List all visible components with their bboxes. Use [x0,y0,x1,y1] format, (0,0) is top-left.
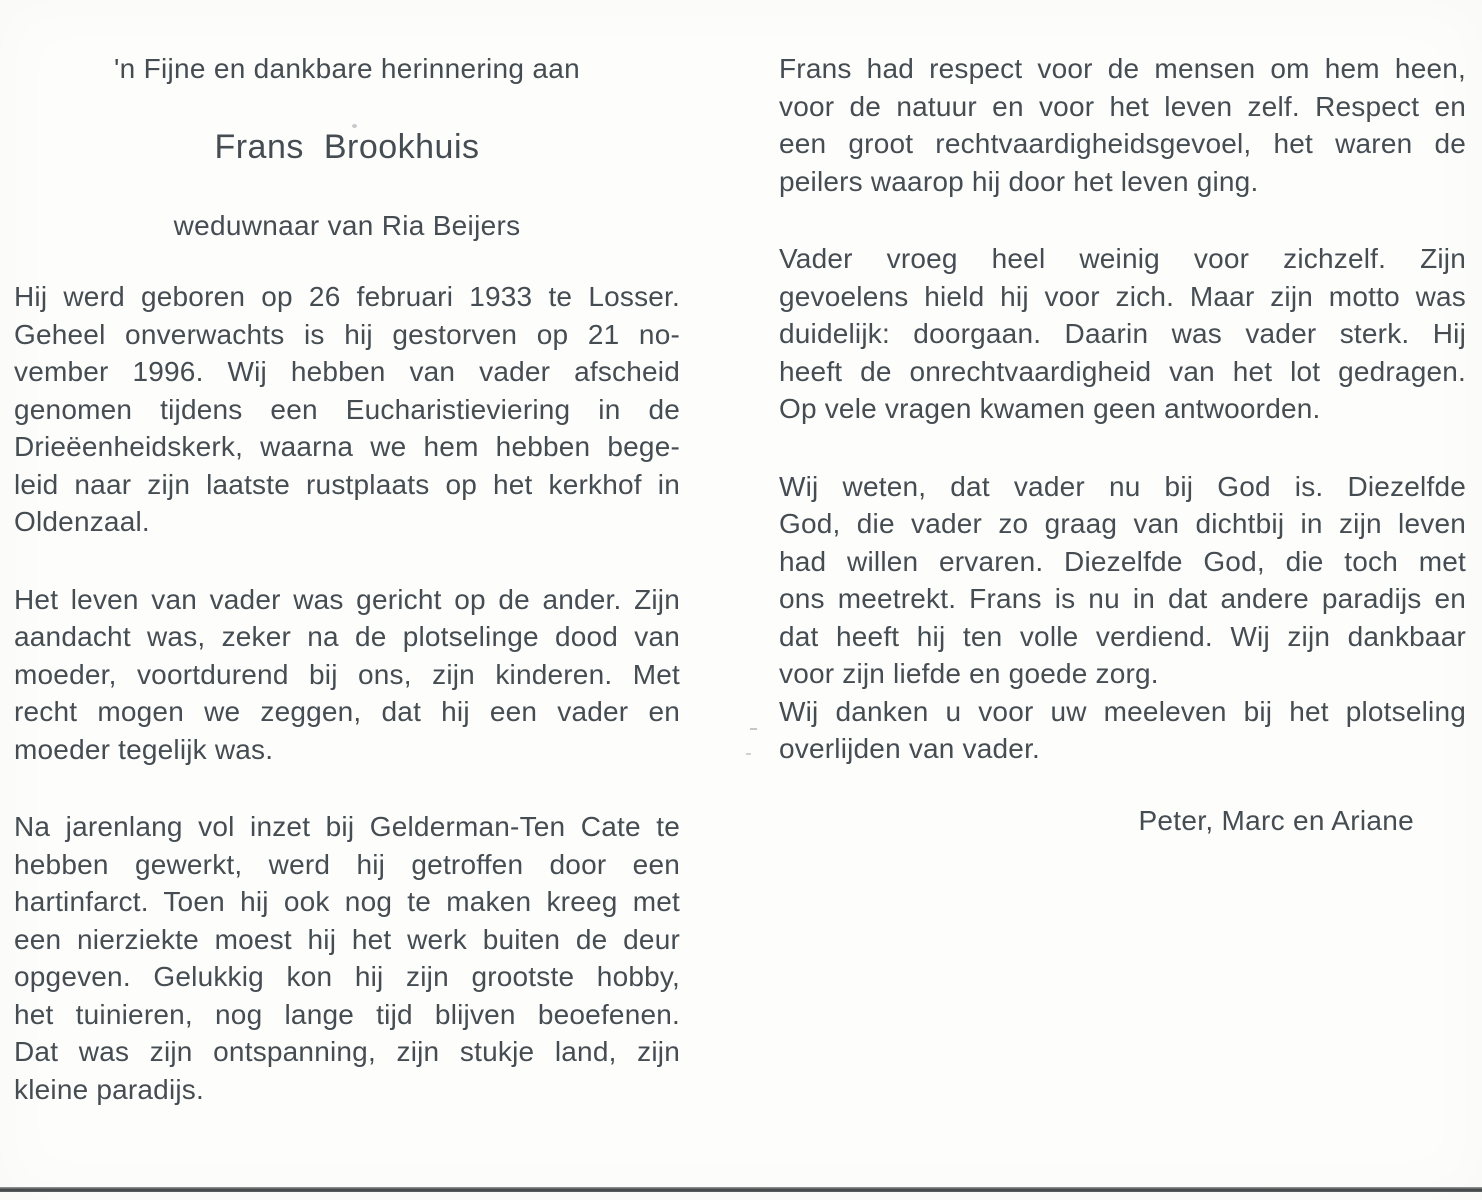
scan-edge-line [0,1187,1482,1192]
text-line: Vader vroeg heel weinig voor zichzelf. Zijn [779,243,1466,274]
text-line: voor zijn liefde en goede zorg. [779,658,1159,689]
text-line: had willen ervaren. Diezelfde God, die toch met [779,545,1466,577]
left-paragraphs [14,278,680,1108]
text-line: moeder tegelijk was. [14,733,274,765]
text-line: Drieëenheidskerk, waarna we hem hebben bege- [14,431,680,462]
scan-artifact [352,124,357,128]
text-line: moeder, voortdurend bij ons, zijn kinderen. Met [14,658,680,690]
text-line: Oldenzaal. [14,506,150,537]
paragraph [14,278,680,541]
relation-line: weduwnaar van Ria Beijers [173,210,521,241]
acknowledgement-paragraph [779,693,1466,768]
scan-artifact [750,728,757,730]
paragraph [14,581,680,769]
text-line: hartinfarct. Toen hij ook nog te maken kreeg met [14,886,680,917]
text-line: duidelijk: doorgaan. Daarin was vader sterk. Hij [779,318,1466,349]
right-column [779,50,1466,840]
text-line: aandacht was, zeker na de plotselinge dood van [14,621,680,652]
dedication-line: 'n Fijne en dankbare herinnering aan [113,53,581,84]
text-line: ons meetrekt. Frans is nu in dat andere paradijs en [779,583,1466,614]
signature-line: Peter, Marc en Ariane [1138,804,1414,836]
paragraph [779,468,1466,693]
text-line: recht mogen we zeggen, dat hij een vader en [14,696,680,727]
text-line: God, die vader zo graag van dichtbij in zijn leven [779,508,1466,539]
text-line: overlijden van vader. [779,733,1041,764]
paragraph [14,808,680,1108]
deceased-name: Frans Brookhuis [214,128,480,166]
text-line: kleine paradijs. [14,1073,204,1105]
text-line: een nierziekte moest hij het werk buiten de deur [14,923,680,955]
right-paragraphs [779,50,1466,693]
text-line: Na jarenlang vol inzet bij Gelderman-Ten Cate te [14,811,680,842]
scan-artifact [746,753,751,755]
text-line: dat heeft hij ten volle verdiend. Wij zijn dankbaar [779,620,1466,652]
paragraph [779,240,1466,428]
text-line: Hij werd geboren op 26 februari 1933 te Losser. [14,281,680,312]
text-line: het tuinieren, nog lange tijd blijven beoefenen. [14,998,680,1030]
text-line: een groot rechtvaardigheidsgevoel, het waren de [779,128,1466,159]
text-line: Geheel onverwachts is hij gestorven op 21 no- [14,318,680,350]
text-line: Het leven van vader was gericht op de ander. Zijn [14,583,680,615]
text-line: opgeven. Gelukkig kon hij zijn grootste hobby, [14,961,680,992]
text-line: heeft de onrechtvaardigheid van het lot gedragen. [779,355,1466,387]
text-line: gevoelens hield hij voor zich. Maar zijn motto was [779,280,1466,312]
text-line: Wij danken u voor uw meeleven bij het plotseling [779,695,1466,727]
text-line: peilers waarop hij door het leven ging. [779,165,1259,197]
paragraph [779,693,1466,768]
text-line: genomen tijdens een Eucharistieviering in de [14,393,680,425]
left-column [14,50,680,1108]
text-line: Op vele vragen kwamen geen antwoorden. [779,393,1321,424]
text-line: leid naar zijn laatste rustplaats op het kerkhof in [14,468,680,500]
text-line: hebben gewerkt, werd hij getroffen door een [14,848,680,880]
text-line: Dat was zijn ontspanning, zijn stukje land, zijn [14,1036,680,1067]
text-line: Wij weten, dat vader nu bij God is. Diezelfde [779,470,1466,502]
paragraph [779,50,1466,200]
text-line: vember 1996. Wij hebben van vader afscheid [14,356,680,387]
text-line: Frans had respect voor de mensen om hem heen, [779,53,1466,84]
text-line: voor de natuur en voor het leven zelf. Respect en [779,90,1466,122]
